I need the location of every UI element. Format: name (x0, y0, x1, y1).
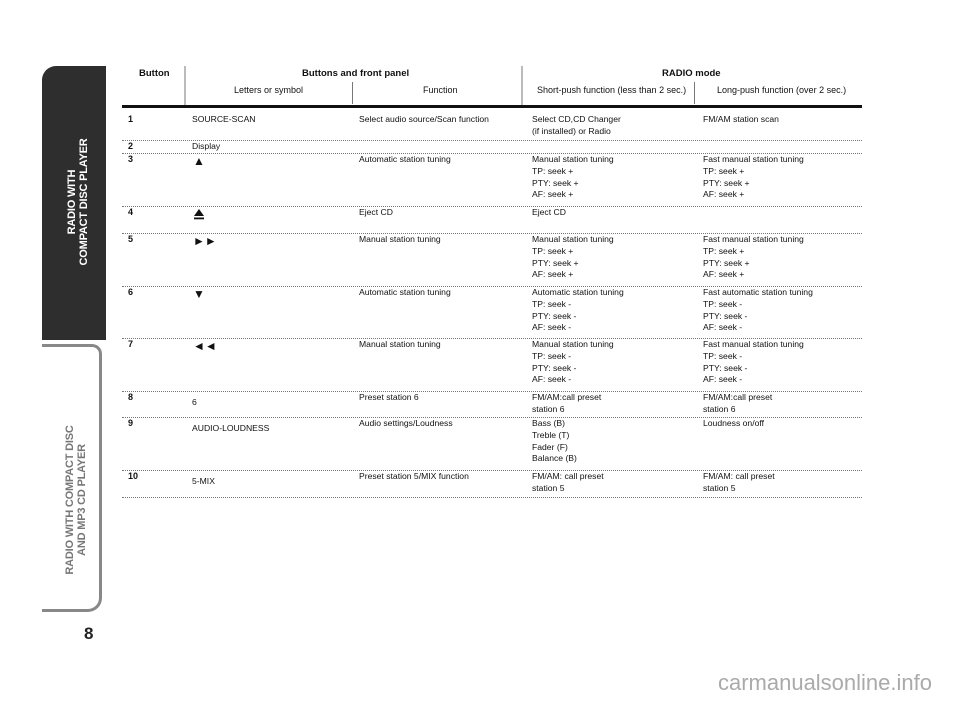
short-push-line: AF: seek + (532, 269, 574, 280)
long-push-line: Fast manual station tuning (703, 154, 804, 164)
long-push-line: Fast manual station tuning (703, 234, 804, 244)
long-push-line: PTY: seek + (703, 257, 750, 268)
function-text: Preset station 5/MIX function (359, 471, 469, 481)
short-push-line: Treble (T) (532, 429, 570, 440)
short-push-line: PTY: seek + (532, 177, 579, 188)
short-push-line: PTY: seek + (532, 257, 579, 268)
function-text: Audio settings/Loudness (359, 418, 453, 428)
short-push-line: AF: seek - (532, 374, 572, 385)
side-tab-top-line1: RADIO WITH (66, 169, 78, 235)
row-number: 9 (128, 418, 134, 428)
short-push-line: Bass (B) (532, 418, 565, 428)
function-text: Manual station tuning (359, 234, 441, 244)
row-number: 3 (128, 154, 134, 164)
header-button: Button (139, 68, 170, 79)
function-text: Automatic station tuning (359, 154, 451, 164)
row-divider (122, 497, 862, 498)
short-push-line: AF: seek + (532, 189, 574, 200)
button-label: 6 (192, 397, 197, 407)
long-push-line: PTY: seek + (703, 177, 750, 188)
row-number: 6 (128, 287, 134, 297)
short-push-line: TP: seek + (532, 165, 574, 176)
short-push-line: PTY: seek - (532, 362, 577, 373)
watermark: carmanualsonline.info (717, 670, 932, 695)
row-number: 8 (128, 392, 134, 402)
side-tab-bottom-text (64, 400, 88, 600)
long-push-line: FM/AM:call preset (703, 392, 773, 402)
short-push-line: PTY: seek - (532, 310, 577, 321)
long-push-line: Fast manual station tuning (703, 339, 804, 349)
row-number: 2 (128, 141, 134, 151)
button-symbol-icon: ►► (193, 234, 217, 248)
button-symbol-icon: ◄◄ (193, 339, 217, 353)
long-push-line: PTY: seek - (703, 310, 748, 321)
short-push-line: Eject CD (532, 207, 566, 217)
row-number: 10 (128, 471, 139, 481)
button-label: AUDIO-LOUDNESS (192, 423, 270, 433)
header-radio-mode: RADIO mode (662, 68, 721, 79)
long-push-line: Fast automatic station tuning (703, 287, 813, 297)
row-divider (122, 206, 862, 207)
short-push-line: Manual station tuning (532, 339, 614, 349)
header-long-push: Long-push function (over 2 sec.) (717, 85, 847, 95)
row-divider (122, 140, 862, 141)
short-push-line: Balance (B) (532, 453, 577, 464)
header-short-push: Short-push function (less than 2 sec.) (537, 85, 687, 95)
button-symbol-icon: ▼ (193, 287, 205, 301)
long-push-line: TP: seek - (703, 298, 743, 309)
button-label: Display (192, 141, 221, 151)
short-push-line: (if installed) or Radio (532, 125, 611, 136)
function-text: Preset station 6 (359, 392, 419, 402)
short-push-line: Manual station tuning (532, 234, 614, 244)
long-push-line: station 5 (703, 482, 736, 493)
button-symbol-icon: ▲ (193, 154, 205, 168)
long-push-line: AF: seek + (703, 189, 745, 200)
row-number: 4 (128, 207, 134, 217)
row-number: 7 (128, 339, 134, 349)
short-push-line: TP: seek + (532, 245, 574, 256)
button-label: 5-MIX (192, 476, 215, 486)
short-push-line: Fader (F) (532, 441, 568, 452)
long-push-line: PTY: seek - (703, 362, 748, 373)
short-push-line: TP: seek - (532, 350, 572, 361)
side-tab-bottom-line1: RADIO WITH COMPACT DISC (64, 425, 76, 575)
long-push-line: FM/AM: call preset (703, 471, 775, 481)
side-tab-top-line2: COMPACT DISC PLAYER (78, 138, 90, 266)
function-text: Eject CD (359, 207, 393, 217)
function-text: Manual station tuning (359, 339, 441, 349)
long-push-line: TP: seek - (703, 350, 743, 361)
short-push-line: FM/AM:call preset (532, 392, 602, 402)
header-letters-symbol: Letters or symbol (234, 85, 304, 95)
header-buttons-front-panel: Buttons and front panel (302, 68, 410, 79)
header-separator-right (521, 66, 523, 106)
header-rule (122, 105, 862, 108)
long-push-line: AF: seek - (703, 322, 743, 333)
short-push-line: station 5 (532, 482, 565, 493)
long-push-line: station 6 (703, 403, 736, 414)
short-push-line: AF: seek - (532, 322, 572, 333)
row-number: 5 (128, 234, 134, 244)
long-push-line: Loudness on/off (703, 418, 765, 428)
long-push-line: AF: seek - (703, 374, 743, 385)
short-push-line: FM/AM: call preset (532, 471, 604, 481)
short-push-line: TP: seek - (532, 298, 572, 309)
long-push-line: TP: seek + (703, 165, 745, 176)
short-push-line: Select CD,CD Changer (532, 114, 621, 124)
short-push-line: station 6 (532, 403, 565, 414)
eject-icon (193, 208, 205, 220)
short-push-line: Automatic station tuning (532, 287, 624, 297)
header-separator-left (184, 66, 186, 106)
side-tab-bottom-line2: AND MP3 CD PLAYER (76, 444, 88, 556)
function-text: Automatic station tuning (359, 287, 451, 297)
long-push-line: AF: seek + (703, 269, 745, 280)
short-push-line: Manual station tuning (532, 154, 614, 164)
header-function: Function (423, 85, 458, 95)
header-col-divider (352, 82, 353, 104)
row-number: 1 (128, 114, 134, 124)
button-symbol-icon (193, 208, 205, 222)
long-push-line: TP: seek + (703, 245, 745, 256)
header-col-divider (694, 82, 695, 104)
long-push-line: FM/AM station scan (703, 114, 779, 124)
function-text: Select audio source/Scan function (359, 114, 489, 124)
button-label: SOURCE-SCAN (192, 114, 256, 124)
page-number: 8 (84, 624, 94, 643)
side-tab-top-text (66, 102, 90, 302)
